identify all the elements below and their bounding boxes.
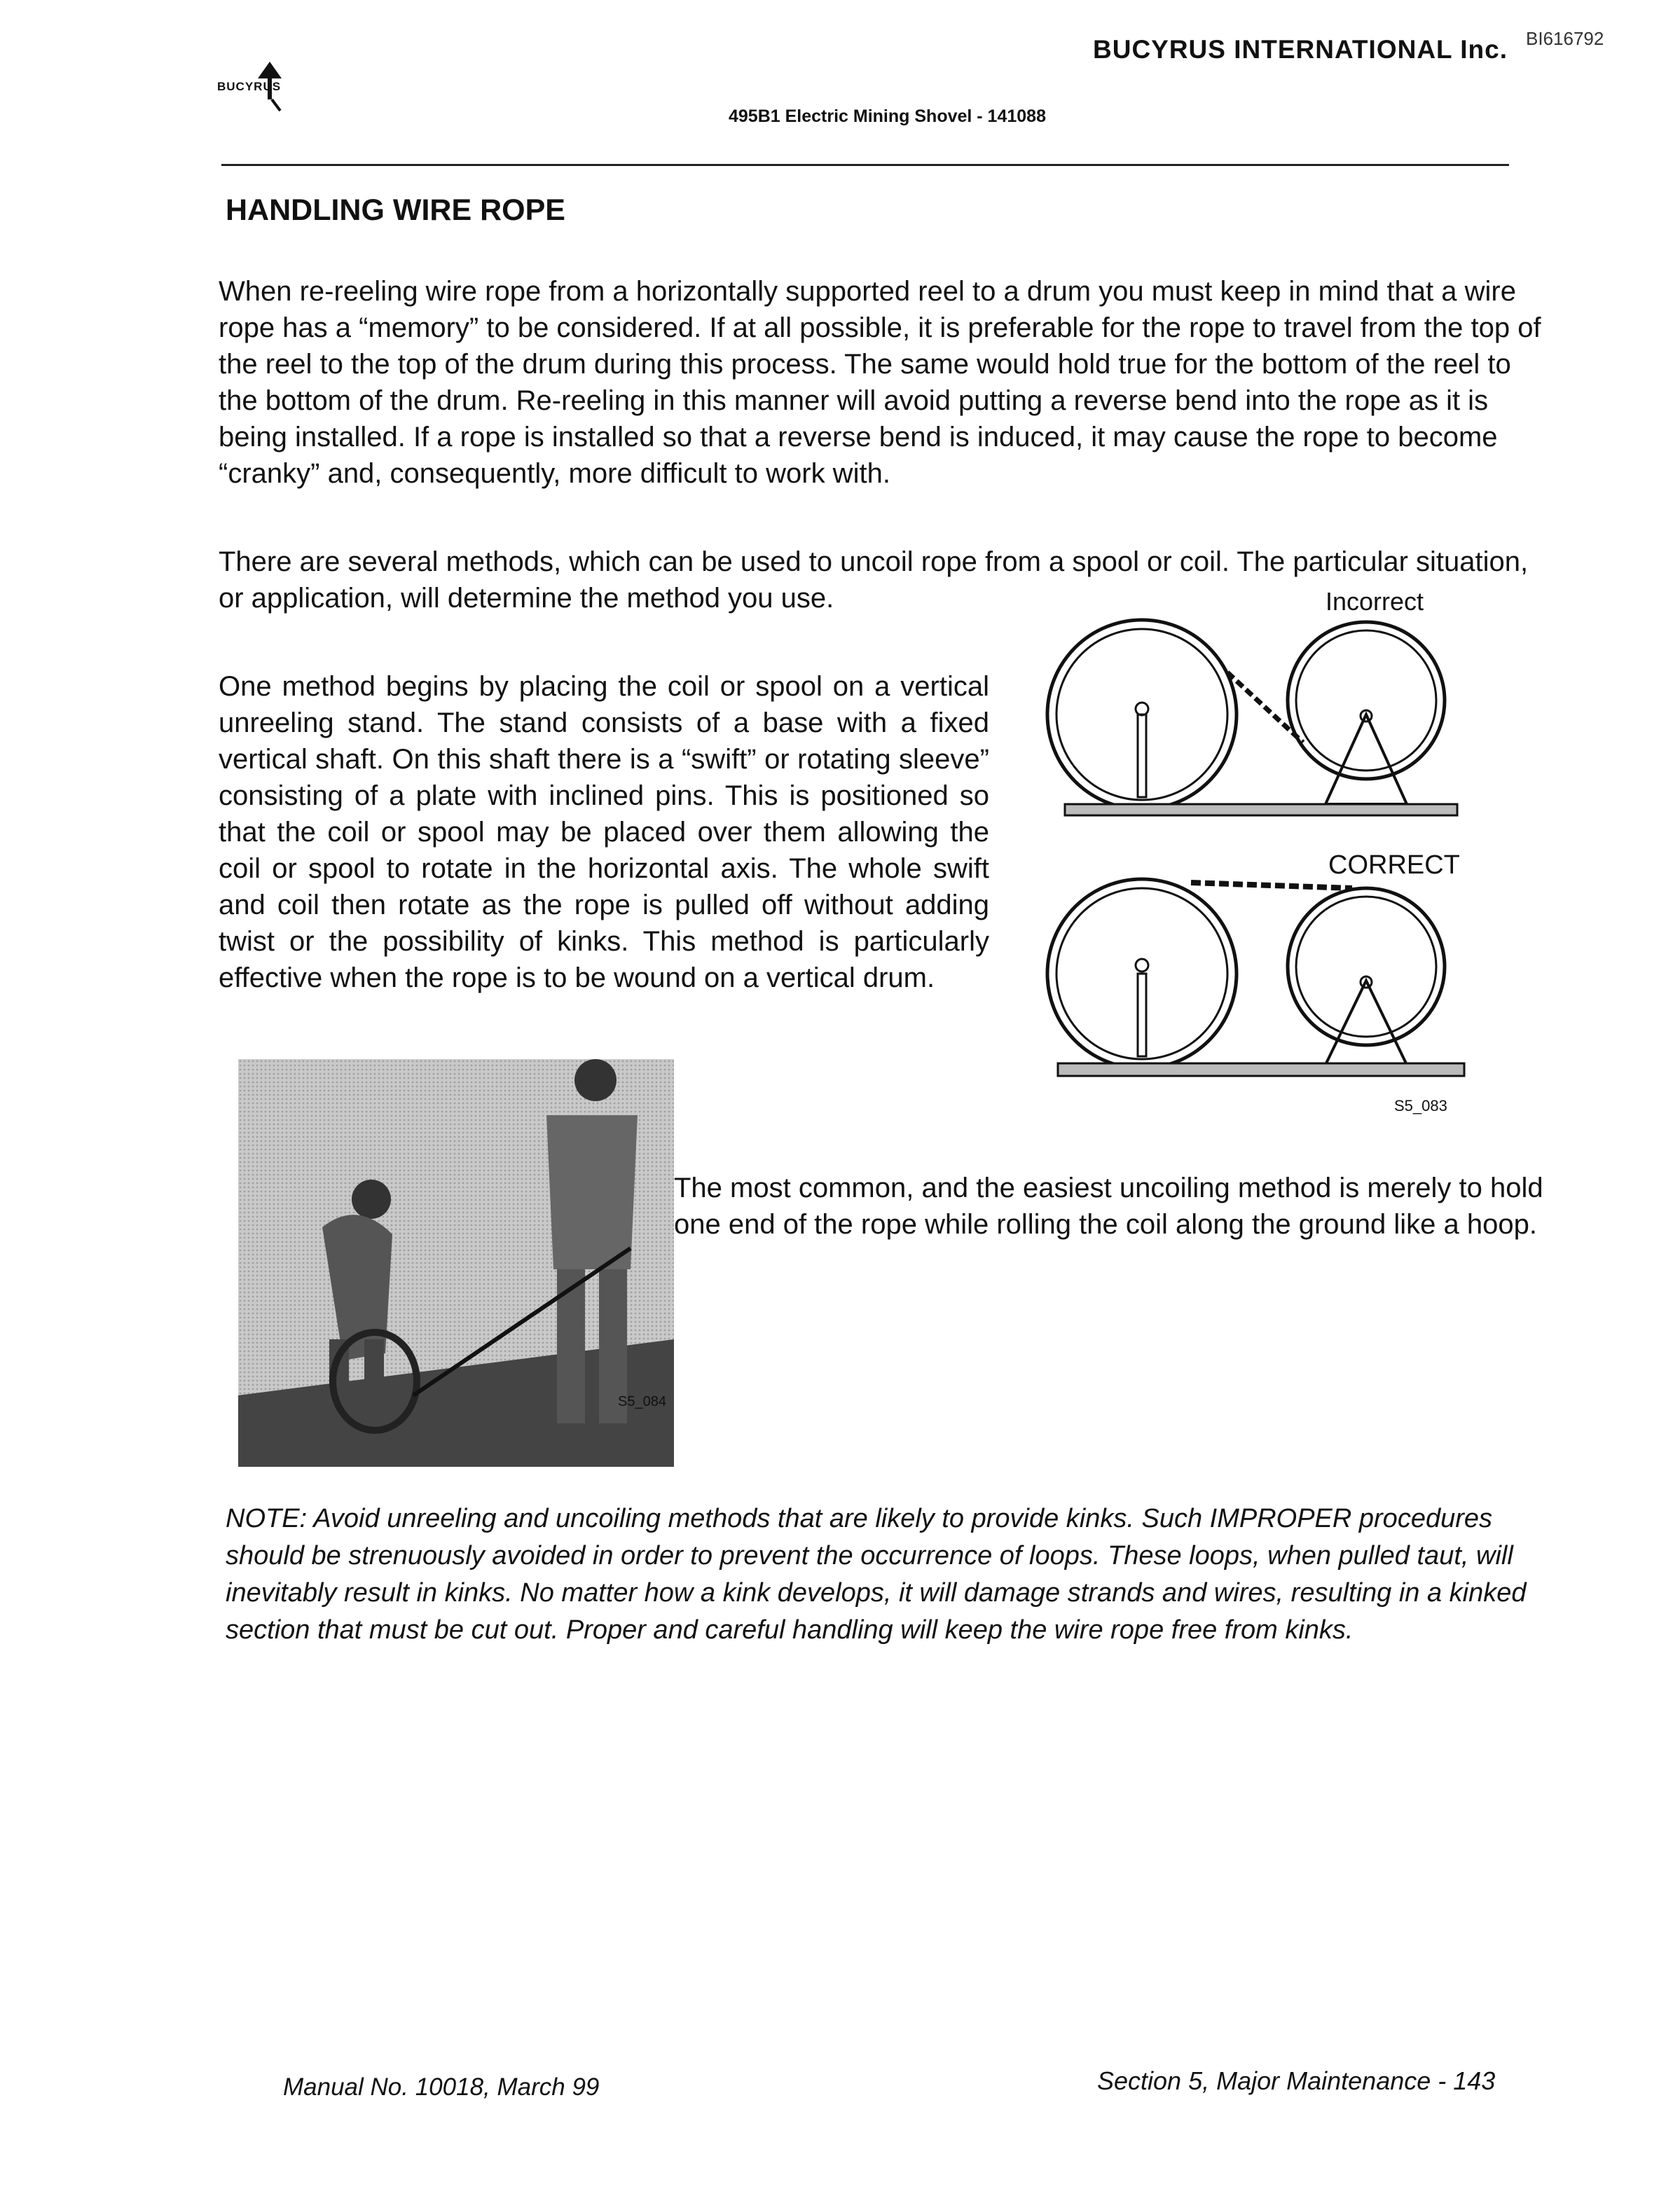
section-title: HANDLING WIRE ROPE <box>226 193 565 227</box>
incorrect-reel-illustration <box>1047 620 1457 815</box>
bucyrus-logo <box>210 60 329 116</box>
logo-wordmark: BUCYRUS <box>217 80 282 93</box>
reel-diagram <box>1044 616 1520 1093</box>
paragraph-re-reeling: When re-reeling wire rope from a horizontally supported reel to a drum you must keep in mind that a wire rope has a “memory” to be considered. If at all possible, it is preferable for the rope to travel from the top of the reel to the top of the drum during this process. The same would hold true for the bottom of the reel to the bottom of the drum. Re-reeling in this manner will avoid putting a reverse bend into the rope as it is being installed. If a rope is installed so that a reverse bend is induced, it may cause the rope to become “cranky” and, consequently, more difficult to work with. <box>219 276 1541 489</box>
header-divider <box>221 164 1509 166</box>
paragraph-hoop-method: The most common, and the easiest uncoiling method is merely to hold one end of the rope while rolling the coil along the ground like a hoop. <box>674 1173 1543 1240</box>
footer-manual-number: Manual No. 10018, March 99 <box>283 2073 600 2101</box>
paragraph-methods: There are several methods, which can be used to uncoil rope from a spool or coil. The particular situation, or application, will determine the method you use. <box>219 546 1529 614</box>
correct-reel-illustration <box>1047 879 1464 1076</box>
header-subtitle: 495B1 Electric Mining Shovel - 141088 <box>729 106 1046 126</box>
figure2-caption: S5_084 <box>618 1394 666 1409</box>
document-id: BI616792 <box>1526 28 1604 49</box>
note-paragraph: NOTE: Avoid unreeling and uncoiling methods that are likely to provide kinks. Such IMPROPER procedures should be strenuously avoided in order to prevent the occurrence of loops. These loops, when pulled taut, will inevitably result in kinks. No matter how a kink develops, it will damage strands and wires, resulting in a kinked section that must be cut out. Proper and careful handling will keep the wire rope free from kinks. <box>226 1504 1527 1645</box>
label-correct: CORRECT <box>1328 850 1460 880</box>
figure1-caption: S5_083 <box>1394 1097 1447 1114</box>
paragraph-unreeling-stand: One method begins by placing the coil or spool on a vertical unreeling stand. The stand consists of a base with a fixed vertical shaft. On this shaft there is a “swift” or rotating sleeve” consisting of a plate with inclined pins. This is positioned so that the coil or spool may be placed over them allowing the coil or spool to rotate in the horizontal axis. The whole swift and coil then rotate as the rope is pulled off without adding twist or the possibility of kinks. This method is particularly effective when the rope is to be wound on a vertical drum. <box>219 671 989 993</box>
uncoiling-photo <box>238 1059 674 1467</box>
label-incorrect: Incorrect <box>1326 587 1424 616</box>
company-name: BUCYRUS INTERNATIONAL Inc. <box>1093 35 1508 64</box>
footer-section-page: Section 5, Major Maintenance - 143 <box>1097 2066 1496 2095</box>
